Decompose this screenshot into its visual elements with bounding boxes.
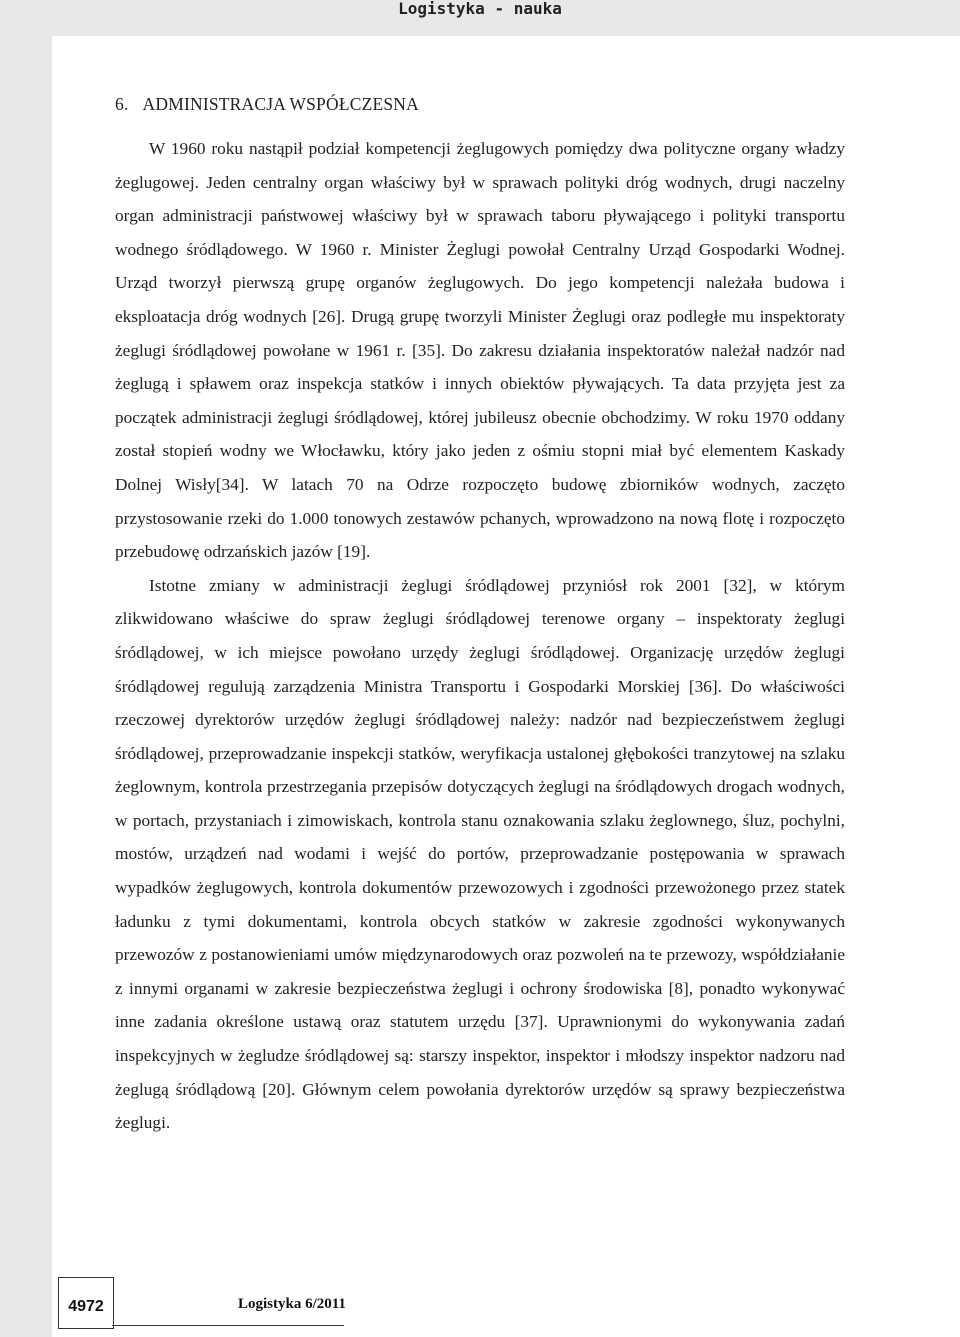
page-footer bbox=[52, 1274, 352, 1330]
section-number: 6. bbox=[115, 94, 129, 114]
journal-name: Logistyka 6/2011 bbox=[238, 1296, 346, 1312]
paragraph-1: W 1960 roku nastąpił podział kompetencji żeglugowych pomiędzy dwa polityczne organy władzy żeglugowej. Jeden centralny organ właściwy był w sprawach polityki dróg wodnych, drugi naczelny organ administracji państwowej właściwy był w sprawach taboru pływającego i polityki transportu wodnego śródlądowego. W 1960 r. Minister Żeglugi powołał Centralny Urząd Gospodarki Wodnej. Urząd tworzył pierwszą grupę organów żeglugowych. Do jego kompetencji należała budowa i eksploatacja dróg wodnych [26]. Drugą grupę tworzyli Minister Żeglugi oraz podległe mu inspektoraty żeglugi śródlądowej powołane w 1961 r. [35]. Do zakresu działania inspektoratów należał nadzór nad żeglugą i spławem oraz inspekcja statków i innych obiektów pływających. Ta data przyjęta jest za początek administracji żeglugi śródlądowej, której jubileusz obecnie obchodzimy. W roku 1970 oddany został stopień wodny we Włocławku, który jako jeden z ośmiu stopni miał być elementem Kaskady Dolnej Wisły[34]. W latach 70 na Odrze rozpoczęto budowę zbiorników wodnych, zaczęto przystosowanie rzeki do 1.000 tonowych zestawów pchanych, wprowadzono na nową flotę i rozpoczęto przebudowę odrzańskich jazów [19]. bbox=[115, 139, 845, 562]
paragraph-2: Istotne zmiany w administracji żeglugi śródlądowej przyniósł rok 2001 [32], w którym zlikwidowano właściwe do spraw żeglugi śródlądowej terenowe organy – inspektoraty żeglugi śródlądowej, w ich miejsce powołano urzędy żeglugi śródlądowej. Organizację urzędów żeglugi śródlądowej regulują zarządzenia Ministra Transportu i Gospodarki Morskiej [36]. Do właściwości rzeczowej dyrektorów urzędów żeglugi śródlądowej należy: nadzór nad bezpieczeństwem żeglugi śródlądowej, przeprowadzanie inspekcji statków, weryfikacja ustalonej głębokości tranzytowej na szlaku żeglownym, kontrola przestrzegania przepisów dotyczących żeglugi na śródlądowych drogach wodnych, w portach, przystaniach i zimowiskach, kontrola stanu oznakowania szlaku żeglownego, śluz, pochylni, mostów, urządzeń nad wodami i wejść do portów, przeprowadzanie postępowania w sprawach wypadków żeglugowych, kontrola dokumentów przewozowych i zgodności przewożonego przez statek ładunku z tymi dokumentami, kontrola obcych statków w zakresie zgodności wykonywanych przewozów z postanowieniami umów międzynarodowych oraz pozwoleń na te przewozy, współdziałanie z innymi organami w zakresie bezpieczeństwa żeglugi i ochrony środowiska [8], ponadto wykonywać inne zadania określone ustawą oraz statutem urzędu [37]. Uprawnionymi do wykonywania zadań inspekcyjnych w żegludze śródlądowej są: starszy inspektor, inspektor i młodszy inspektor nadzoru nad żeglugą śródlądową [20]. Głównym celem powołania dyrektorów urzędów są sprawy bezpieczeństwa żeglugi. bbox=[115, 575, 845, 1133]
page-number: 4972 bbox=[58, 1277, 114, 1329]
footer-rule bbox=[112, 1325, 344, 1326]
section-title: ADMINISTRACJA WSPÓŁCZESNA bbox=[142, 94, 419, 114]
section-heading bbox=[115, 94, 419, 115]
body-text bbox=[115, 132, 845, 1140]
site-header bbox=[0, 0, 960, 36]
site-title: Logistyka - nauka bbox=[398, 0, 562, 18]
document-page bbox=[52, 36, 960, 1337]
